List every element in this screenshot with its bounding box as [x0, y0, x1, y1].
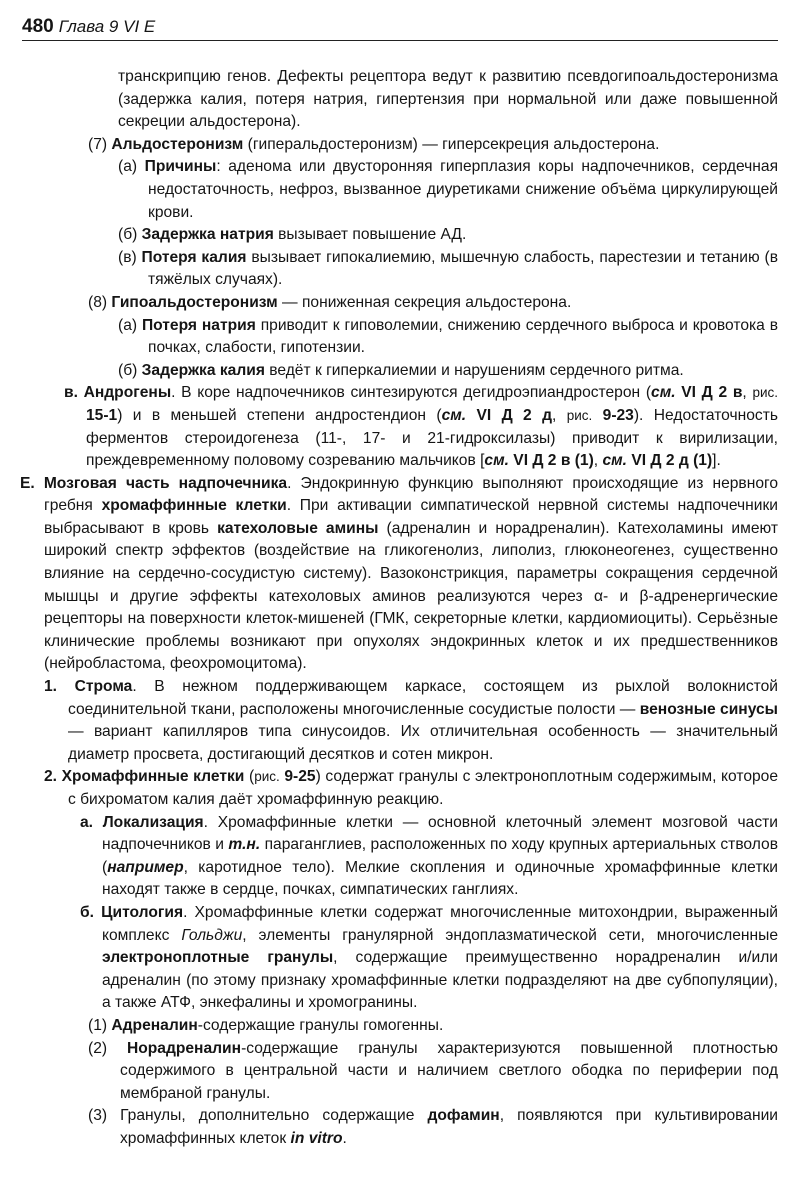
- paragraph-p3: (б) Задержка натрия вызывает повышение АД.: [118, 226, 467, 244]
- page-header: [22, 14, 778, 41]
- page-number: 480: [22, 16, 54, 37]
- paragraph-p11: 2. Хромаффинные клетки (рис. 9-25) содержат гранулы с электроноплотным содержимым, которое с бихроматом калия даёт хромаффинную реакцию.: [44, 768, 779, 808]
- paragraph-p15: (2) Норадреналин-содержащие гранулы характеризуются повышенной плотностью содержимого в центральной части и наличием светлого ободка по периферии под мембраной гранулы.: [88, 1039, 778, 1102]
- paragraph-p13: б. Цитология. Хромаффинные клетки содержат многочисленные митохондрии, выраженный комплекс Гольджи, элементы гранулярной эндоплазматической сети, многочисленные электроноплотные гранулы, содержащие преимущественно норадреналин и/или адреналин (по этому признаку хромаффинные клетки подразделяют на две субпопуляции), а также АТФ, энкефалины и хромогранины.: [80, 903, 779, 1012]
- page-body: [20, 66, 778, 1151]
- paragraph-p12: а. Локализация. Хромаффинные клетки — основной клеточный элемент мозговой части надпочечников и т.н. параганглиев, расположенных по ходу крупных артериальных стволов (например, каротидное тело). Мелкие скопления и одиночные хромаффинные клетки находят также в сердце, почках, симпатических ганглиях.: [80, 813, 778, 899]
- chapter-title: Глава 9 VI Е: [58, 17, 156, 36]
- paragraph-p10: 1. Строма. В нежном поддерживающем каркасе, состоящем из рыхлой волокнистой соединительной ткани, расположены многочисленные сосудистые полости — венозные синусы — вариант капилляров типа синусоидов. Их отличительная особенность — значительный диаметр просвета, достигающий десятков и сотен микрон.: [44, 678, 778, 763]
- paragraph-p8: в. Андрогены. В коре надпочечников синтезируются дегидроэпиандростерон (см. VI Д 2 в, рис. 15-1) и в меньшей степени андростендион (см. VI Д 2 д, рис. 9-23). Недостаточность ферментов стероидогенеза (11-, 17- и 21-гидроксилазы) приводит к вирилизации, преждевременному половому созреванию мальчиков [см. VI Д 2 в (1), см. VI Д 2 д (1)].: [64, 384, 778, 470]
- paragraph-p5: (8) Гипоальдостеронизм — пониженная секреция альдостерона.: [88, 293, 572, 311]
- paragraph-p9: Е. Мозговая часть надпочечника. Эндокринную функцию выполняют происходящие из нервного гребня хромаффинные клетки. При активации симпатической нервной системы надпочечники выбрасывают в кровь катехоловые амины (адреналин и норадреналин). Катехоламины имеют широкий спектр эффектов (воздействие на гликогенолиз, липолиз, глюконеогенез, существенно влияние на сердечно-сосудистую систему). Вазоконстрикция, параметры сокращения сердечной мышцы и другие эффекты катехоловых аминов реализуются через α- и β-адренергические рецепторы на поверхности клеток-мишеней (ГМК, секреторные клетки, кардиомиоциты). Серьёзные клинические проблемы возникают при опухолях эндокринных клеток и их предшественников (нейробластома, феохромоцитома).: [20, 474, 779, 673]
- paragraph-p2: (а) Причины: аденома или двусторонняя гиперплазия коры надпочечников, сердечная недостаточность, нефроз, вызванное диуретиками снижение объёма циркулирующей крови.: [118, 158, 779, 221]
- paragraph-p16: (3) Гранулы, дополнительно содержащие дофамин, появляются при культивировании хромаффинных клеток in vitro.: [88, 1107, 778, 1147]
- paragraph-p7: (б) Задержка калия ведёт к гиперкалиемии и нарушениям сердечного ритма.: [118, 361, 684, 379]
- paragraph-p1: (7) Альдостеронизм (гиперальдостеронизм) — гиперсекреция альдостерона.: [88, 135, 660, 153]
- paragraph-p6: (а) Потеря натрия приводит к гиповолемии, снижению сердечного выброса и кровотока в почках, слабости, гипотензии.: [118, 316, 778, 357]
- paragraph-p0: транскрипцию генов. Дефекты рецептора ведут к развитию псевдогипоальдостеронизма (задержка калия, потеря натрия, гипертензия при нормальной или даже повышенной секреции альдостерона).: [118, 68, 778, 131]
- paragraph-p14: (1) Адреналин-содержащие гранулы гомогенны.: [88, 1016, 444, 1034]
- paragraph-p4: (в) Потеря калия вызывает гипокалиемию, мышечную слабость, парестезии и тетанию (в тяжёлых случаях).: [118, 248, 778, 289]
